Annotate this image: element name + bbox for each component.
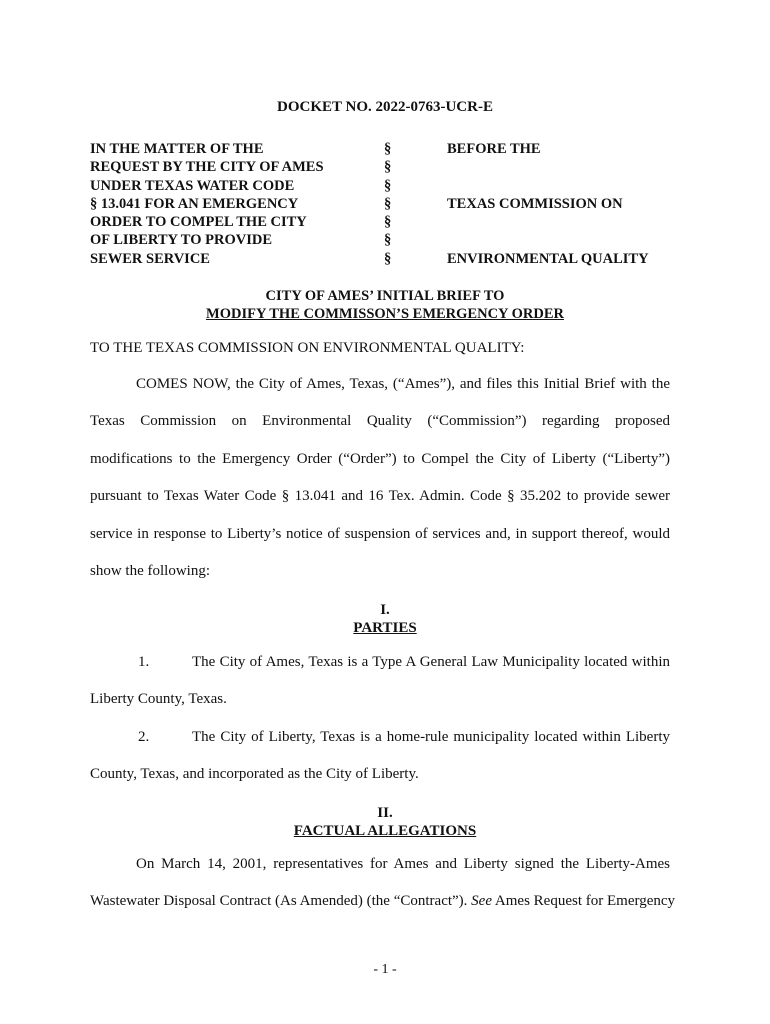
- section-symbol: §: [384, 214, 392, 231]
- paragraph-line: On March 14, 2001, representatives for Ames and Liberty signed the Liberty-Ames: [136, 856, 670, 872]
- section-symbol: §: [384, 159, 392, 176]
- paragraph-line: pursuant to Texas Water Code § 13.041 and 16 Tex. Admin. Code § 35.202 to provide sewer: [90, 488, 670, 504]
- caption-line: IN THE MATTER OF THE: [90, 141, 264, 157]
- brief-title-line2: MODIFY THE COMMISSON’S EMERGENCY ORDER: [206, 306, 564, 322]
- caption-tribunal-line: [447, 158, 697, 176]
- section-heading-factual-allegations: [0, 804, 770, 840]
- paragraph-line: [90, 893, 676, 910]
- item-text: The City of Ames, Texas is a Type A General Law Municipality located within: [192, 654, 670, 670]
- caption-tribunal-line: ENVIRONMENTAL QUALITY: [447, 250, 649, 267]
- item-number: 1.: [138, 654, 150, 670]
- caption-tribunal: [447, 140, 697, 268]
- list-item: [90, 654, 670, 671]
- paragraph-line: COMES NOW, the City of Ames, Texas, (“Ames”), and files this Initial Brief with the: [136, 376, 670, 392]
- caption-line: UNDER TEXAS WATER CODE: [90, 177, 295, 194]
- item-text: The City of Liberty, Texas is a home-rule municipality located within Liberty: [192, 729, 670, 745]
- text-run: Ames Request for Emergency: [492, 893, 676, 909]
- caption-line: ORDER TO COMPEL THE CITY: [90, 214, 307, 231]
- paragraph-line: Texas Commission on Environmental Quality (“Commission”) regarding proposed: [90, 413, 670, 429]
- list-item-continuation: County, Texas, and incorporated as the City of Liberty.: [90, 766, 419, 782]
- paragraph-line: service in response to Liberty’s notice of suspension of services and, in support thereof, would: [90, 526, 670, 542]
- list-item: [90, 729, 670, 746]
- addressee: TO THE TEXAS COMMISSION ON ENVIRONMENTAL QUALITY:: [90, 340, 525, 356]
- list-item-continuation: Liberty County, Texas.: [90, 691, 227, 707]
- case-caption: [90, 140, 690, 270]
- page-number: - 1 -: [373, 962, 397, 977]
- section-symbol: §: [384, 195, 392, 212]
- section-heading-parties: [0, 601, 770, 637]
- paragraph-line: show the following:: [90, 563, 210, 579]
- caption-section-symbols: [384, 140, 404, 268]
- section-symbol: §: [384, 177, 392, 194]
- caption-tribunal-line: BEFORE THE: [447, 141, 541, 157]
- section-title: FACTUAL ALLEGATIONS: [293, 823, 477, 839]
- caption-tribunal-line: [447, 231, 697, 249]
- caption-tribunal-line: [447, 177, 697, 195]
- brief-title: [0, 287, 770, 323]
- italic-signal: See: [471, 893, 492, 909]
- section-numeral: II.: [377, 805, 393, 821]
- caption-matter: [90, 140, 380, 268]
- section-symbol: §: [384, 141, 392, 157]
- section-title: PARTIES: [353, 620, 417, 636]
- caption-line: § 13.041 FOR AN EMERGENCY: [90, 195, 299, 212]
- caption-line: SEWER SERVICE: [90, 250, 210, 267]
- docket-number: DOCKET NO. 2022-0763-UCR-E: [277, 99, 493, 115]
- caption-tribunal-line: TEXAS COMMISSION ON: [447, 195, 623, 212]
- caption-line: REQUEST BY THE CITY OF AMES: [90, 159, 324, 176]
- text-run: Wastewater Disposal Contract (As Amended) (the “Contract”).: [90, 893, 472, 909]
- section-symbol: §: [384, 250, 392, 267]
- caption-tribunal-line: [447, 213, 697, 231]
- item-number: 2.: [138, 729, 150, 745]
- section-symbol: §: [384, 232, 392, 249]
- caption-line: OF LIBERTY TO PROVIDE: [90, 232, 272, 249]
- brief-title-line1: CITY OF AMES’ INITIAL BRIEF TO: [265, 288, 505, 304]
- paragraph-line: modifications to the Emergency Order (“Order”) to Compel the City of Liberty (“Liberty”): [90, 451, 670, 467]
- section-numeral: I.: [380, 602, 390, 618]
